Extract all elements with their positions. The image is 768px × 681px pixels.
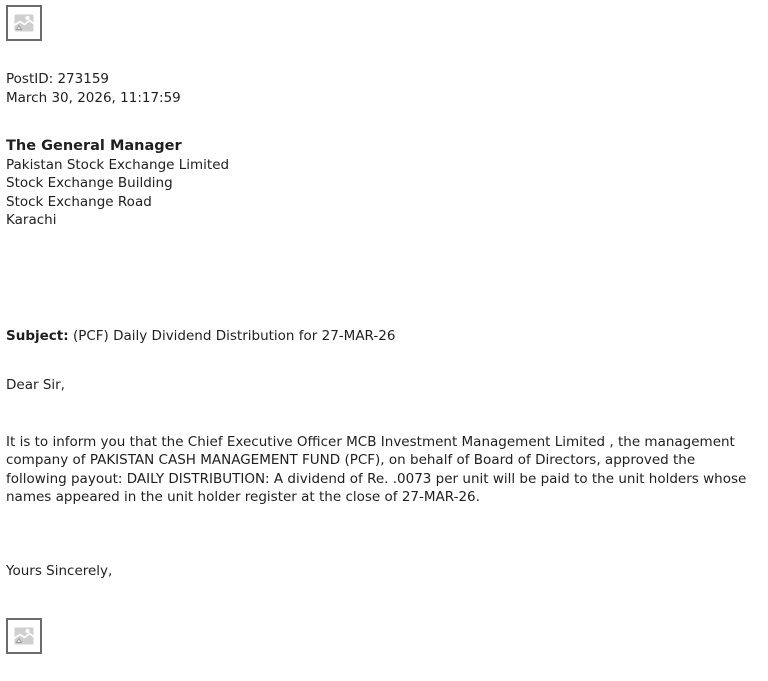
recipient-line-city: Karachi (6, 212, 57, 228)
recipient-line-building: Stock Exchange Building (6, 175, 173, 191)
salutation: Dear Sir, (6, 377, 65, 393)
post-meta (6, 70, 758, 107)
recipient-title: The General Manager (6, 138, 182, 154)
recipient-address (6, 137, 758, 230)
subject-text: (PCF) Daily Dividend Distribution for 27-MAR-26 (72, 327, 396, 344)
subject-label: Subject: (6, 327, 69, 344)
post-timestamp: March 30, 2026, 11:17:59 (6, 89, 181, 106)
body-paragraph: It is to inform you that the Chief Executive Officer MCB Investment Management Limited , the management company of PAKISTAN CASH MANAGEMENT FUND (PCF), on behalf of Board of Directors, approved the following payout: DAILY DISTRIBUTION: A dividend of Re. .0073 per unit will be paid to the unit holders whose names appeared in the unit holder register at the close of 27-MAR-26. (6, 433, 747, 506)
broken-image-icon (6, 618, 42, 654)
torn-photo-glyph (11, 10, 37, 36)
subject-line (6, 327, 758, 346)
recipient-line-company: Pakistan Stock Exchange Limited (6, 156, 230, 173)
recipient-line-road: Stock Exchange Road (6, 193, 152, 210)
broken-image-icon (6, 5, 42, 41)
torn-photo-glyph (11, 623, 37, 649)
closing: Yours Sincerely, (6, 562, 113, 579)
post-id: PostID: 273159 (6, 71, 109, 87)
